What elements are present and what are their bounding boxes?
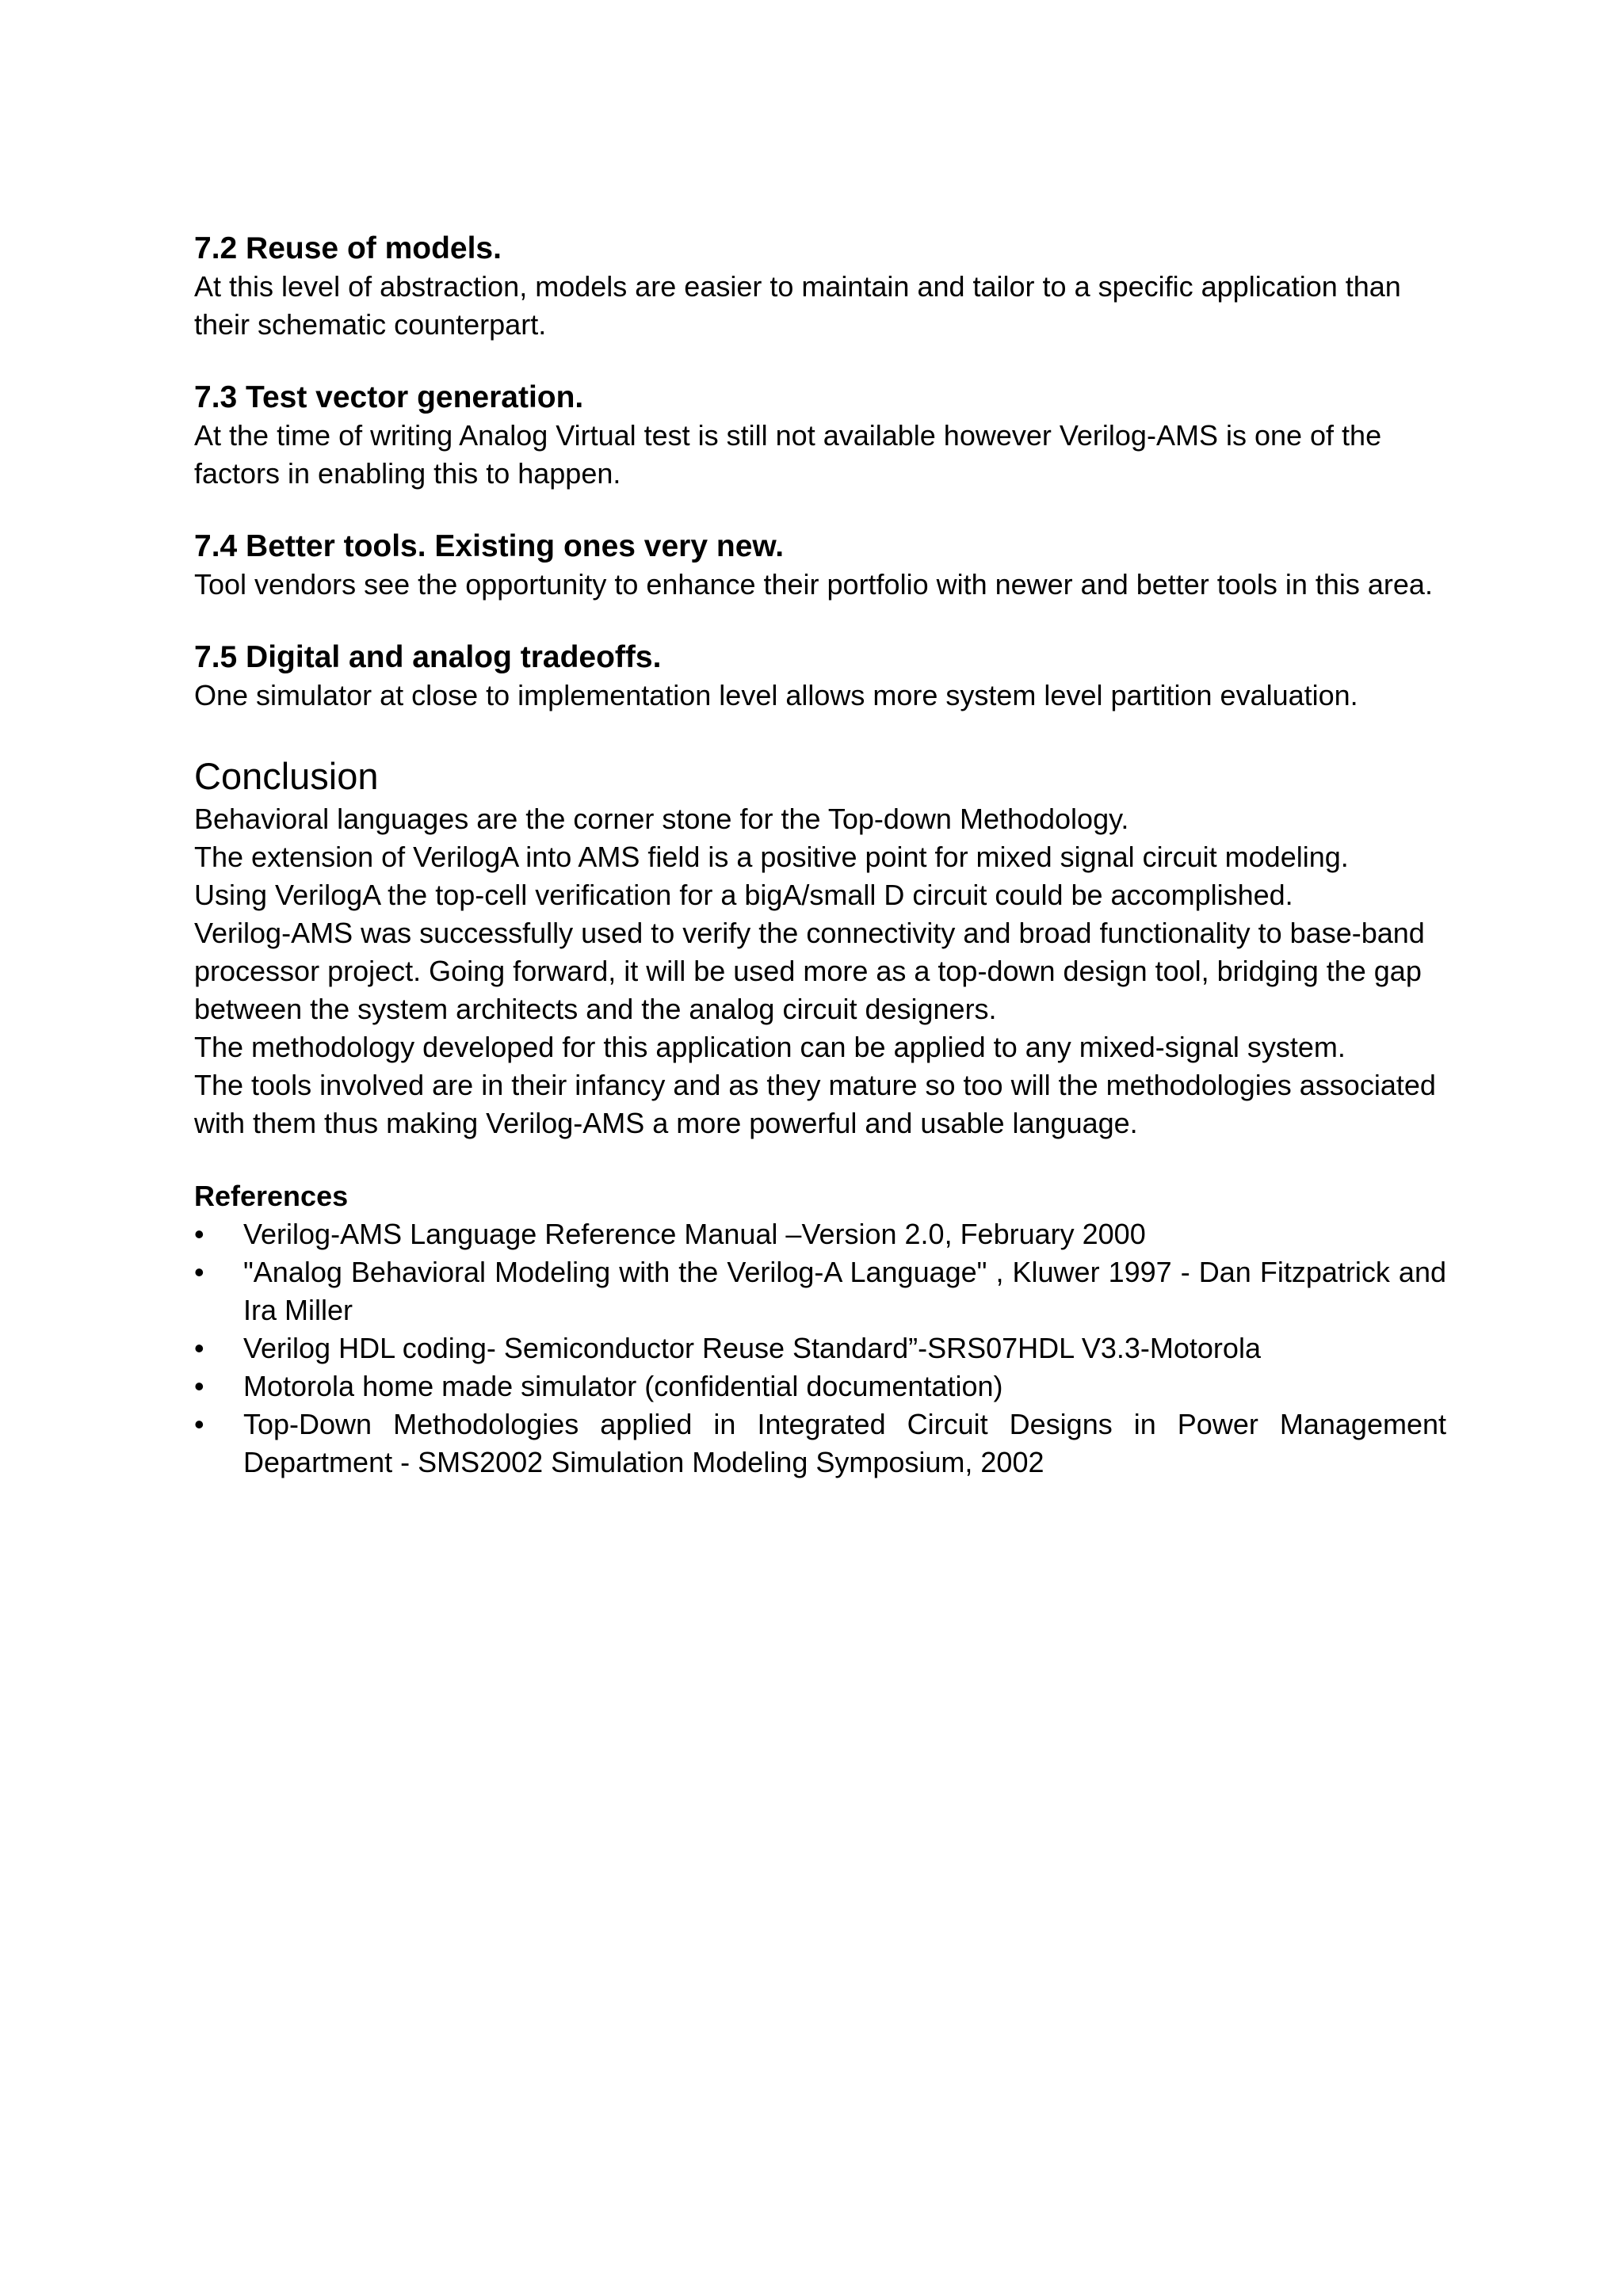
conclusion-line: The tools involved are in their infancy and as they mature so too will the methodologies associated with them thus making Verilog-AMS a more powerful and usable language. <box>194 1069 1436 1139</box>
references-list <box>194 1215 1446 1482</box>
section-7-3 <box>194 379 1446 493</box>
section-body: At the time of writing Analog Virtual test is still not available however Verilog-AMS is one of the factors in enabling this to happen. <box>194 419 1382 490</box>
reference-text: Verilog HDL coding- Semiconductor Reuse Standard”-SRS07HDL V3.3-Motorola <box>243 1332 1261 1364</box>
conclusion-line: Using VerilogA the top-cell verification for a bigA/small D circuit could be accomplished. <box>194 879 1293 911</box>
bullet-icon: • <box>194 1256 204 1288</box>
reference-text: "Analog Behavioral Modeling with the Verilog-A Language" , Kluwer 1997 - Dan Fitzpatrick and Ira Miller <box>243 1256 1446 1326</box>
section-heading: 7.2 Reuse of models. <box>194 231 502 265</box>
section-heading: 7.3 Test vector generation. <box>194 380 584 414</box>
references-section <box>194 1177 1446 1482</box>
document-page <box>194 230 1446 1482</box>
reference-text: Top-Down Methodologies applied in Integrated Circuit Designs in Power Management Department - SMS2002 Simulation Modeling Symposium, 2002 <box>243 1408 1446 1478</box>
reference-item <box>194 1329 1446 1367</box>
reference-item <box>194 1253 1446 1329</box>
conclusion-line: The extension of VerilogA into AMS field is a positive point for mixed signal circuit modeling. <box>194 841 1349 873</box>
references-title: References <box>194 1180 349 1212</box>
bullet-icon: • <box>194 1408 204 1440</box>
section-body: At this level of abstraction, models are easier to maintain and tailor to a specific application than their schematic counterpart. <box>194 270 1401 341</box>
reference-text: Motorola home made simulator (confidential documentation) <box>243 1370 1003 1402</box>
section-7-4 <box>194 528 1446 604</box>
section-7-5 <box>194 639 1446 715</box>
bullet-icon: • <box>194 1218 204 1250</box>
section-body: One simulator at close to implementation level allows more system level partition evaluation. <box>194 679 1358 711</box>
bullet-icon: • <box>194 1332 204 1364</box>
section-heading: 7.5 Digital and analog tradeoffs. <box>194 640 662 674</box>
conclusion-line: Behavioral languages are the corner stone for the Top-down Methodology. <box>194 803 1129 835</box>
reference-text: Verilog-AMS Language Reference Manual –Version 2.0, February 2000 <box>243 1218 1146 1250</box>
conclusion-section <box>194 753 1446 1142</box>
conclusion-title: Conclusion <box>194 755 379 797</box>
section-7-2 <box>194 230 1446 344</box>
section-body: Tool vendors see the opportunity to enhance their portfolio with newer and better tools in this area. <box>194 568 1433 601</box>
conclusion-line: The methodology developed for this application can be applied to any mixed-signal system. <box>194 1031 1346 1063</box>
conclusion-line: Verilog-AMS was successfully used to verify the connectivity and broad functionality to base-band processor project. Going forward, it will be used more as a top-down design tool, bridging the gap between the system architects and the analog circuit designers. <box>194 917 1425 1025</box>
reference-item <box>194 1367 1446 1405</box>
bullet-icon: • <box>194 1370 204 1402</box>
reference-item <box>194 1405 1446 1482</box>
section-heading: 7.4 Better tools. Existing ones very new. <box>194 529 785 563</box>
reference-item <box>194 1215 1446 1253</box>
